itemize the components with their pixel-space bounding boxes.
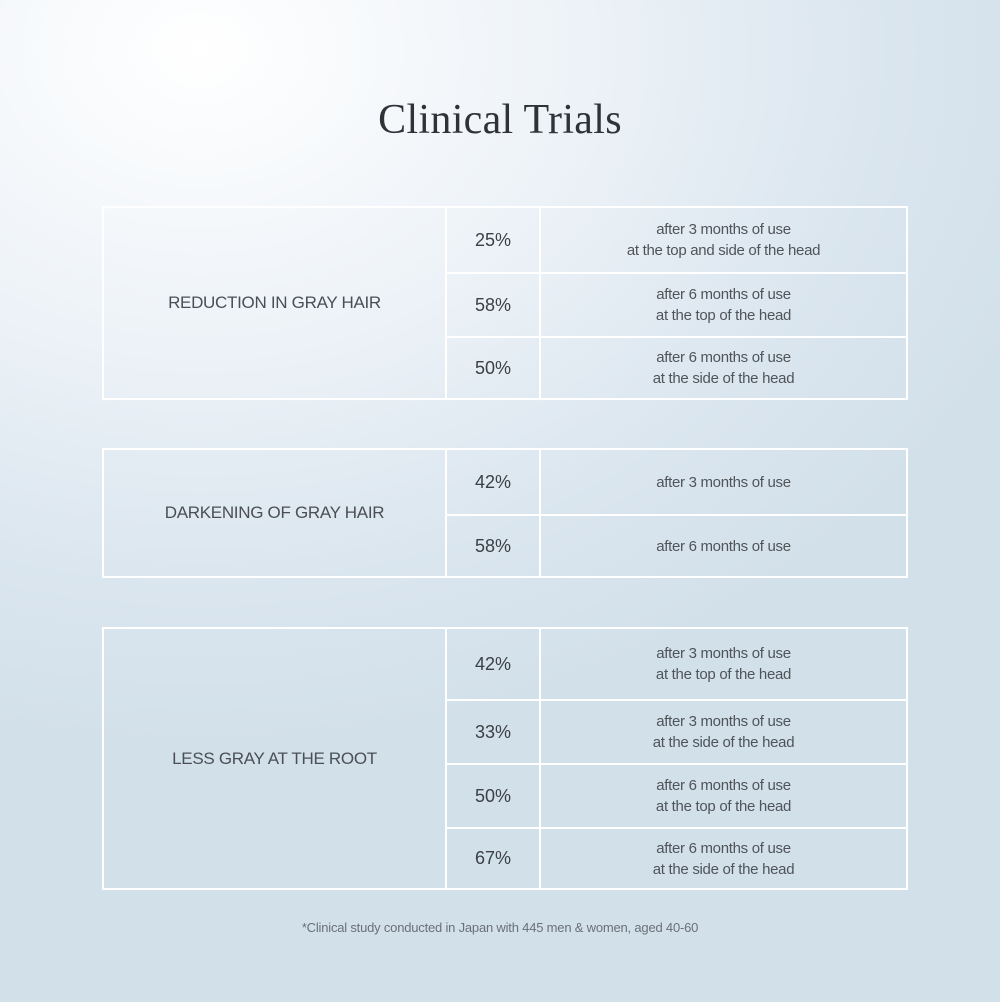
description-line: after 6 months of use: [656, 537, 791, 555]
description-line: after 6 months of use: [656, 286, 791, 303]
percent-value: 50%: [447, 336, 541, 398]
description-line: after 6 months of use: [656, 839, 791, 857]
percent-value: 67%: [447, 827, 541, 888]
percent-value: 58%: [447, 272, 541, 336]
description-line: at the top of the head: [655, 307, 792, 324]
page-title: Clinical Trials: [378, 97, 622, 143]
result-description: [541, 827, 906, 888]
description-line: after 3 months of use: [656, 713, 791, 730]
footnote: *Clinical study conducted in Japan with 445 men & women, aged 40-60: [301, 920, 699, 935]
percent-value: 50%: [447, 763, 541, 827]
percent-value: 58%: [447, 514, 541, 576]
percent-value: 25%: [447, 208, 541, 272]
description-line: at the top of the head: [655, 666, 792, 683]
result-description: [541, 629, 906, 699]
description-line: at the top and side of the head: [626, 242, 821, 259]
result-description: [541, 272, 906, 336]
category-label: LESS GRAY AT THE ROOT: [104, 629, 447, 888]
percent-value: 33%: [447, 699, 541, 763]
description-line: at the top of the head: [655, 798, 792, 815]
description-line: after 3 months of use: [656, 645, 791, 662]
category-label: REDUCTION IN GRAY HAIR: [104, 208, 447, 398]
results-table-less-gray-at-the-root: [102, 627, 908, 890]
result-description: [541, 208, 906, 272]
description-line: after 6 months of use: [656, 777, 791, 794]
description-line: after 3 months of use: [656, 221, 791, 238]
result-description: [541, 763, 906, 827]
description-line: after 3 months of use: [656, 473, 791, 491]
description-line: at the side of the head: [652, 860, 795, 878]
description-line: at the side of the head: [652, 734, 795, 751]
percent-value: 42%: [447, 629, 541, 699]
percent-value: 42%: [447, 450, 541, 514]
result-description: [541, 699, 906, 763]
description-line: after 6 months of use: [656, 349, 791, 366]
result-description: [541, 450, 906, 514]
results-table-darkening-of-gray-hair: [102, 448, 908, 578]
result-description: [541, 336, 906, 398]
description-line: at the side of the head: [652, 370, 795, 387]
results-table-reduction-in-gray-hair: [102, 206, 908, 400]
category-label: DARKENING OF GRAY HAIR: [104, 450, 447, 576]
result-description: [541, 514, 906, 576]
